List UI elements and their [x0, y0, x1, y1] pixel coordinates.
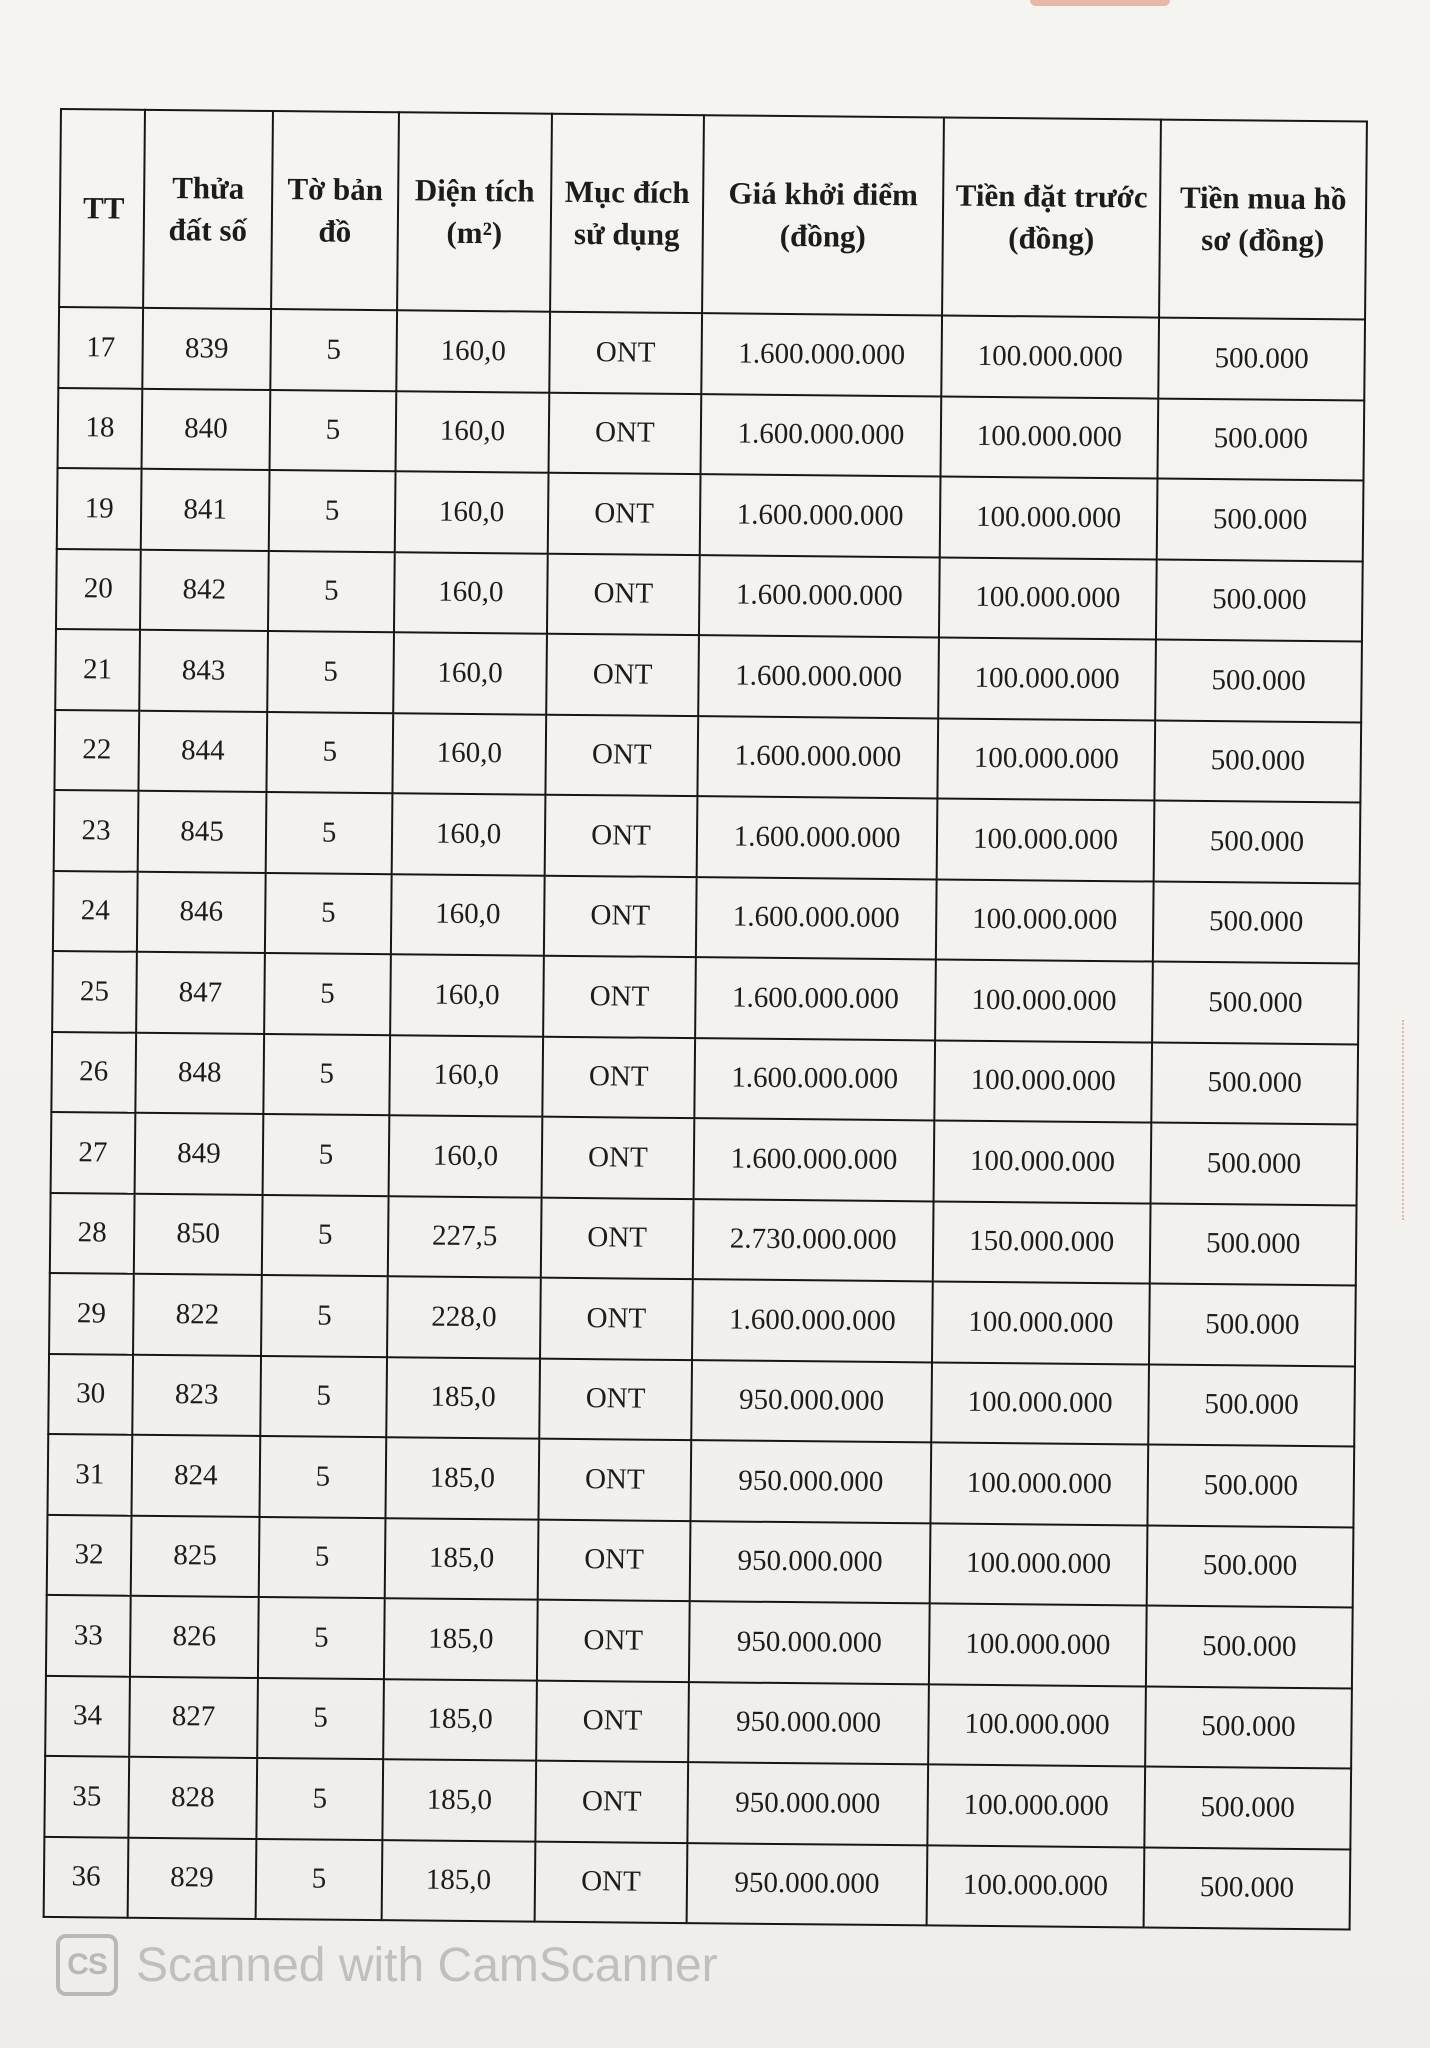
- cell-dien-tich: 160,0: [394, 552, 548, 634]
- cell-gia-khoi-diem: 950.000.000: [691, 1360, 932, 1443]
- cell-stt: 36: [44, 1836, 129, 1917]
- cell-dien-tich: 185,0: [382, 1759, 536, 1841]
- cell-tien-dat-truoc: 100.000.000: [938, 637, 1156, 720]
- cell-tien-dat-truoc: 100.000.000: [937, 798, 1155, 881]
- header-row: [59, 109, 1367, 320]
- cell-tien-mua-ho-so: 500.000: [1154, 720, 1361, 802]
- camscanner-text: Scanned with CamScanner: [136, 1938, 718, 1992]
- land-auction-table-wrapper: [43, 108, 1366, 1930]
- cell-dien-tich: 185,0: [386, 1357, 540, 1439]
- cell-gia-khoi-diem: 1.600.000.000: [694, 1118, 935, 1201]
- cell-gia-khoi-diem: 1.600.000.000: [695, 957, 936, 1040]
- cell-stt: 19: [57, 468, 142, 549]
- table-row: [52, 951, 1359, 1044]
- table-row: [51, 1031, 1358, 1124]
- cell-thua-dat-so: 824: [131, 1435, 260, 1517]
- cell-to-ban-do: 5: [258, 1597, 385, 1679]
- table-row: [48, 1353, 1355, 1446]
- cell-stt: 20: [56, 548, 141, 629]
- cell-tien-mua-ho-so: 500.000: [1153, 881, 1360, 963]
- cell-gia-khoi-diem: 950.000.000: [690, 1440, 931, 1523]
- cell-dien-tich: 160,0: [389, 1115, 543, 1197]
- cell-tien-mua-ho-so: 500.000: [1157, 479, 1364, 561]
- cell-muc-dich: ONT: [539, 1358, 692, 1440]
- cell-to-ban-do: 5: [262, 1194, 389, 1276]
- cell-tien-dat-truoc: 100.000.000: [939, 557, 1157, 640]
- cell-tien-mua-ho-so: 500.000: [1147, 1525, 1354, 1607]
- cell-tien-dat-truoc: 100.000.000: [934, 1120, 1152, 1203]
- table-row: [56, 548, 1363, 641]
- table-row: [46, 1595, 1353, 1688]
- cell-thua-dat-so: 840: [142, 388, 271, 470]
- camscanner-logo: CS: [56, 1934, 118, 1996]
- cell-dien-tich: 185,0: [383, 1679, 537, 1761]
- header-thua-dat-so: Thửa đất số: [143, 110, 273, 309]
- cell-muc-dich: ONT: [544, 875, 697, 957]
- cell-muc-dich: ONT: [549, 312, 702, 394]
- cell-thua-dat-so: 845: [138, 791, 267, 873]
- cell-tien-mua-ho-so: 500.000: [1146, 1606, 1353, 1688]
- cell-thua-dat-so: 850: [134, 1193, 263, 1275]
- table-row: [58, 387, 1365, 480]
- table-row: [47, 1434, 1354, 1527]
- cell-muc-dich: ONT: [541, 1197, 694, 1279]
- cell-tien-mua-ho-so: 500.000: [1147, 1445, 1354, 1527]
- header-tien-dat-truoc: Tiền đặt trước (đồng): [942, 117, 1161, 317]
- cell-tien-dat-truoc: 100.000.000: [941, 396, 1159, 479]
- cell-gia-khoi-diem: 1.600.000.000: [699, 555, 940, 638]
- cell-gia-khoi-diem: 950.000.000: [688, 1682, 929, 1765]
- cell-muc-dich: ONT: [537, 1600, 690, 1682]
- cell-gia-khoi-diem: 1.600.000.000: [694, 1038, 935, 1121]
- cell-to-ban-do: 5: [263, 1034, 390, 1116]
- header-muc-dich-su-dung: Mục đích sử dụng: [550, 114, 704, 313]
- cell-tien-dat-truoc: 100.000.000: [929, 1603, 1147, 1686]
- cell-dien-tich: 160,0: [391, 874, 545, 956]
- cell-gia-khoi-diem: 950.000.000: [689, 1601, 930, 1684]
- cell-tien-dat-truoc: 100.000.000: [932, 1281, 1150, 1364]
- cell-thua-dat-so: 848: [135, 1032, 264, 1114]
- cell-gia-khoi-diem: 950.000.000: [687, 1762, 928, 1845]
- stamp-fragment: [1402, 1020, 1430, 1220]
- cell-stt: 18: [58, 387, 143, 468]
- cell-dien-tich: 227,5: [388, 1196, 542, 1278]
- cell-stt: 28: [50, 1192, 135, 1273]
- cell-stt: 27: [51, 1112, 136, 1193]
- cell-tien-mua-ho-so: 500.000: [1144, 1766, 1351, 1848]
- table-row: [44, 1756, 1351, 1849]
- table-row: [49, 1273, 1356, 1366]
- cell-thua-dat-so: 839: [142, 308, 271, 390]
- cell-stt: 33: [46, 1595, 131, 1676]
- table-row: [47, 1514, 1354, 1607]
- cell-stt: 32: [47, 1514, 132, 1595]
- cell-gia-khoi-diem: 1.600.000.000: [701, 313, 942, 396]
- cell-thua-dat-so: 825: [131, 1515, 260, 1597]
- table-row: [58, 307, 1365, 400]
- cell-thua-dat-so: 823: [132, 1354, 261, 1436]
- table-row: [54, 790, 1361, 883]
- table-row: [44, 1836, 1351, 1929]
- cell-stt: 23: [54, 790, 139, 871]
- cell-thua-dat-so: 847: [136, 952, 265, 1034]
- table-header: [59, 109, 1367, 320]
- cell-to-ban-do: 5: [267, 631, 394, 713]
- cell-stt: 21: [55, 629, 140, 710]
- cell-tien-dat-truoc: 100.000.000: [940, 476, 1158, 559]
- cell-thua-dat-so: 829: [128, 1837, 257, 1919]
- table-row: [57, 468, 1364, 561]
- cell-thua-dat-so: 842: [140, 549, 269, 631]
- cell-dien-tich: 160,0: [392, 713, 546, 795]
- cell-tien-mua-ho-so: 500.000: [1155, 640, 1362, 722]
- cell-gia-khoi-diem: 1.600.000.000: [697, 716, 938, 799]
- cell-stt: 17: [58, 307, 143, 388]
- cell-tien-dat-truoc: 100.000.000: [930, 1523, 1148, 1606]
- cell-stt: 34: [45, 1675, 130, 1756]
- cell-to-ban-do: 5: [256, 1758, 383, 1840]
- cell-stt: 24: [53, 870, 138, 951]
- cell-thua-dat-so: 827: [129, 1676, 258, 1758]
- cell-dien-tich: 185,0: [384, 1598, 538, 1680]
- cell-gia-khoi-diem: 950.000.000: [687, 1843, 928, 1926]
- table-row: [53, 870, 1360, 963]
- cell-to-ban-do: 5: [264, 953, 391, 1035]
- cell-to-ban-do: 5: [270, 390, 397, 472]
- cell-thua-dat-so: 828: [128, 1757, 257, 1839]
- cell-tien-dat-truoc: 100.000.000: [934, 1040, 1152, 1123]
- cell-to-ban-do: 5: [259, 1516, 386, 1598]
- cell-muc-dich: ONT: [545, 714, 698, 796]
- cell-muc-dich: ONT: [538, 1519, 691, 1601]
- cell-gia-khoi-diem: 1.600.000.000: [701, 394, 942, 477]
- cell-to-ban-do: 5: [265, 873, 392, 955]
- cell-dien-tich: 160,0: [393, 632, 547, 714]
- cell-gia-khoi-diem: 950.000.000: [690, 1521, 931, 1604]
- cell-dien-tich: 160,0: [395, 471, 549, 553]
- table-row: [54, 709, 1361, 802]
- table-row: [55, 629, 1362, 722]
- cell-tien-mua-ho-so: 500.000: [1154, 801, 1361, 883]
- cell-tien-mua-ho-so: 500.000: [1152, 962, 1359, 1044]
- cell-to-ban-do: 5: [259, 1436, 386, 1518]
- cell-stt: 30: [48, 1353, 133, 1434]
- cell-dien-tich: 160,0: [396, 310, 550, 392]
- cell-stt: 35: [44, 1756, 129, 1837]
- cell-stt: 22: [54, 709, 139, 790]
- cell-thua-dat-so: 826: [130, 1596, 259, 1678]
- page-edge-mark: [1030, 0, 1170, 6]
- cell-muc-dich: ONT: [540, 1278, 693, 1360]
- cell-stt: 29: [49, 1273, 134, 1354]
- cell-dien-tich: 185,0: [382, 1840, 536, 1922]
- cell-gia-khoi-diem: 1.600.000.000: [696, 877, 937, 960]
- cell-dien-tich: 228,0: [387, 1276, 541, 1358]
- cell-to-ban-do: 5: [269, 470, 396, 552]
- cell-tien-dat-truoc: 100.000.000: [928, 1684, 1146, 1767]
- header-dien-tich: Diện tích (m²): [397, 112, 552, 311]
- cell-tien-dat-truoc: 100.000.000: [930, 1442, 1148, 1525]
- cell-dien-tich: 160,0: [396, 391, 550, 473]
- cell-gia-khoi-diem: 1.600.000.000: [700, 474, 941, 557]
- header-gia-khoi-diem: Giá khởi điểm (đồng): [702, 115, 944, 315]
- cell-tien-dat-truoc: 100.000.000: [927, 1764, 1145, 1847]
- cell-thua-dat-so: 843: [139, 630, 268, 712]
- cell-muc-dich: ONT: [546, 634, 699, 716]
- cell-tien-mua-ho-so: 500.000: [1151, 1042, 1358, 1124]
- cell-dien-tich: 160,0: [390, 954, 544, 1036]
- cell-tien-dat-truoc: 100.000.000: [935, 959, 1153, 1042]
- cell-to-ban-do: 5: [260, 1355, 387, 1437]
- cell-to-ban-do: 5: [257, 1677, 384, 1759]
- cell-dien-tich: 185,0: [385, 1437, 539, 1519]
- cell-tien-dat-truoc: 100.000.000: [937, 718, 1155, 801]
- cell-tien-mua-ho-so: 500.000: [1158, 318, 1365, 400]
- cell-tien-mua-ho-so: 500.000: [1149, 1284, 1356, 1366]
- table-row: [51, 1112, 1358, 1205]
- cell-tien-dat-truoc: 150.000.000: [933, 1201, 1151, 1284]
- cell-muc-dich: ONT: [547, 553, 700, 635]
- cell-muc-dich: ONT: [548, 473, 701, 555]
- cell-thua-dat-so: 822: [133, 1274, 262, 1356]
- cell-gia-khoi-diem: 1.600.000.000: [692, 1279, 933, 1362]
- header-stt: TT: [59, 109, 145, 308]
- table-row: [50, 1192, 1357, 1285]
- cell-tien-mua-ho-so: 500.000: [1150, 1203, 1357, 1285]
- cell-dien-tich: 160,0: [392, 793, 546, 875]
- cell-to-ban-do: 5: [266, 712, 393, 794]
- cell-tien-mua-ho-so: 500.000: [1151, 1123, 1358, 1205]
- camscanner-watermark: [56, 1934, 718, 1996]
- cell-to-ban-do: 5: [261, 1275, 388, 1357]
- cell-tien-dat-truoc: 100.000.000: [936, 879, 1154, 962]
- cell-muc-dich: ONT: [535, 1841, 688, 1923]
- cell-to-ban-do: 5: [270, 309, 397, 391]
- cell-tien-dat-truoc: 100.000.000: [927, 1845, 1145, 1928]
- cell-thua-dat-so: 841: [141, 469, 270, 551]
- cell-muc-dich: ONT: [542, 1117, 695, 1199]
- cell-tien-mua-ho-so: 500.000: [1157, 398, 1364, 480]
- header-tien-mua-ho-so: Tiền mua hồ sơ (đồng): [1159, 120, 1367, 320]
- cell-muc-dich: ONT: [549, 392, 702, 474]
- cell-to-ban-do: 5: [268, 551, 395, 633]
- cell-gia-khoi-diem: 2.730.000.000: [693, 1199, 934, 1282]
- cell-stt: 31: [47, 1434, 132, 1515]
- cell-muc-dich: ONT: [543, 956, 696, 1038]
- cell-tien-mua-ho-so: 500.000: [1145, 1686, 1352, 1768]
- cell-stt: 25: [52, 951, 137, 1032]
- cell-gia-khoi-diem: 1.600.000.000: [697, 796, 938, 879]
- cell-muc-dich: ONT: [538, 1439, 691, 1521]
- cell-thua-dat-so: 849: [135, 1113, 264, 1195]
- table-body: [44, 307, 1365, 1929]
- cell-gia-khoi-diem: 1.600.000.000: [698, 635, 939, 718]
- cell-muc-dich: ONT: [545, 795, 698, 877]
- cell-thua-dat-so: 846: [137, 871, 266, 953]
- cell-muc-dich: ONT: [542, 1036, 695, 1118]
- cell-to-ban-do: 5: [263, 1114, 390, 1196]
- cell-tien-mua-ho-so: 500.000: [1144, 1847, 1351, 1929]
- cell-tien-dat-truoc: 100.000.000: [941, 315, 1159, 398]
- cell-thua-dat-so: 844: [138, 710, 267, 792]
- cell-muc-dich: ONT: [536, 1680, 689, 1762]
- land-auction-table: [43, 108, 1368, 1930]
- cell-to-ban-do: 5: [266, 792, 393, 874]
- cell-tien-mua-ho-so: 500.000: [1156, 559, 1363, 641]
- table-row: [45, 1675, 1352, 1768]
- cell-to-ban-do: 5: [256, 1838, 383, 1920]
- cell-muc-dich: ONT: [535, 1761, 688, 1843]
- cell-dien-tich: 185,0: [385, 1518, 539, 1600]
- cell-tien-mua-ho-so: 500.000: [1148, 1364, 1355, 1446]
- header-to-ban-do: Tờ bản đồ: [271, 111, 399, 310]
- cell-stt: 26: [51, 1031, 136, 1112]
- cell-dien-tich: 160,0: [389, 1035, 543, 1117]
- cell-tien-dat-truoc: 100.000.000: [931, 1362, 1149, 1445]
